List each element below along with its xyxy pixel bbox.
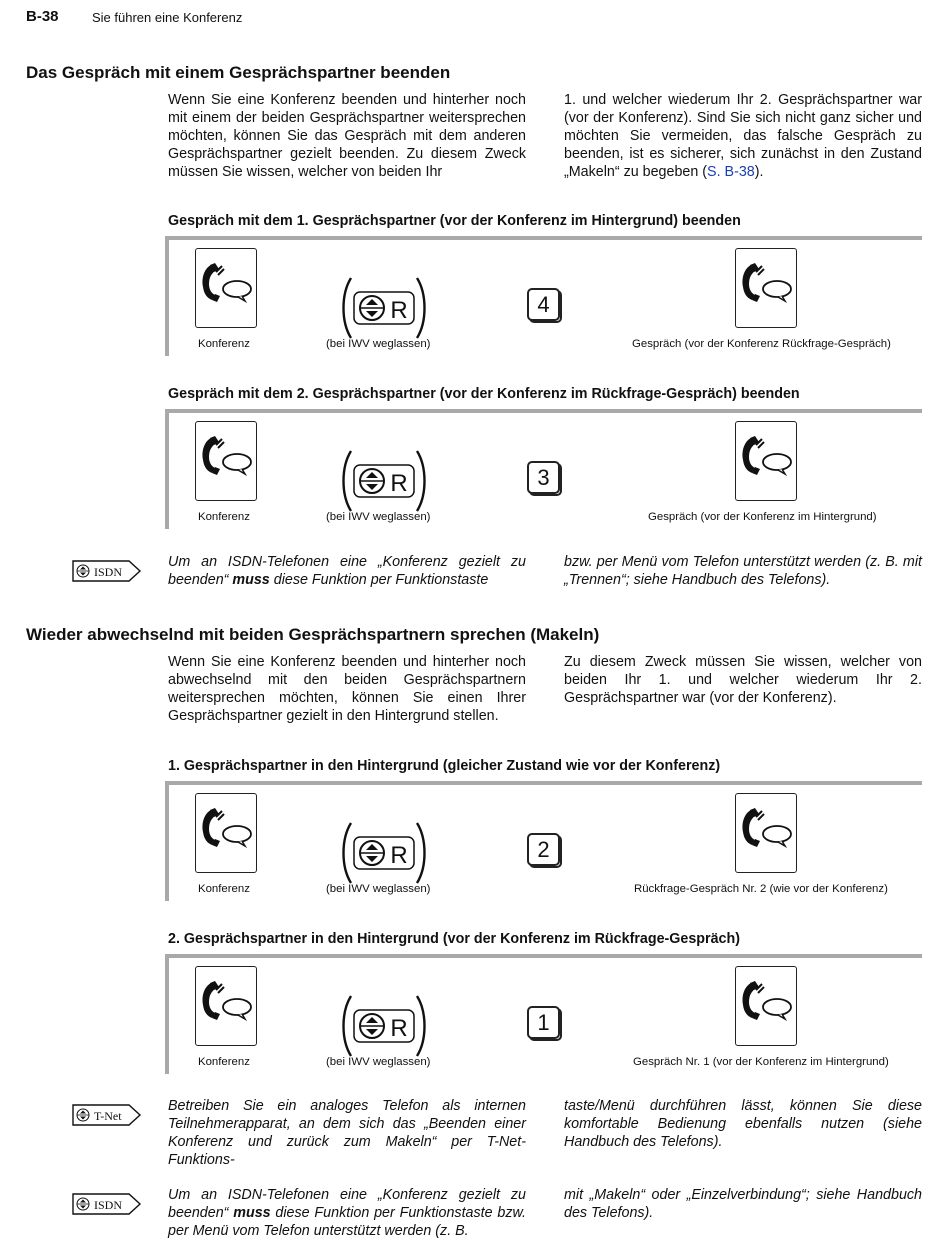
operation-diagram bbox=[165, 954, 922, 1074]
text-fragment: Um an ISDN-Telefonen eine „Konferenz gezielt zu beenden“ bbox=[168, 1187, 526, 1221]
t-net-note-right: taste/Menü durchführen lässt, können Sie diese komfortable Bedienung ebenfalls nutzen (siehe Handbuch des Telefons). bbox=[564, 1098, 922, 1150]
caption-right: Gespräch (vor der Konferenz Rückfrage-Gespräch) bbox=[632, 338, 891, 350]
optional-r-key-icon bbox=[341, 821, 427, 885]
caption-middle: (bei IWV weglassen) bbox=[326, 1056, 431, 1068]
emphasis: muss bbox=[233, 1205, 271, 1221]
caption-left: Konferenz bbox=[198, 338, 250, 350]
text-fragment: Um an ISDN-Telefonen eine „Konferenz gezielt zu beenden“ bbox=[168, 554, 526, 588]
diagram-heading: Gespräch mit dem 1. Gesprächspartner (vor der Konferenz im Hintergrund) beenden bbox=[168, 213, 741, 229]
text-fragment: ). bbox=[754, 164, 764, 180]
caption-left: Konferenz bbox=[198, 883, 250, 895]
phone-speech-icon bbox=[735, 793, 797, 873]
caption-middle: (bei IWV weglassen) bbox=[326, 511, 431, 523]
caption-middle: (bei IWV weglassen) bbox=[326, 883, 431, 895]
isdn-note-left bbox=[168, 1186, 526, 1240]
operation-diagram bbox=[165, 236, 922, 356]
optional-r-key-icon bbox=[341, 449, 427, 513]
section-text-left: Wenn Sie eine Konferenz beenden und hinterher noch abwechselnd mit den beiden Gesprächspartnern weitersprechen möchten, können Sie einen Ihrer Gesprächspartner gezielt in den Hintergrund stellen. bbox=[168, 654, 526, 724]
diagram-heading: 2. Gesprächspartner in den Hintergrund (vor der Konferenz im Rückfrage-Gespräch) bbox=[168, 931, 741, 947]
caption-left: Konferenz bbox=[198, 1056, 250, 1068]
isdn-note-right: bzw. per Menü vom Telefon unterstützt werden (z. B. mit „Trennen“; siehe Handbuch des Telefons). bbox=[564, 554, 922, 588]
digit-key: 4 bbox=[527, 288, 560, 321]
t-net-note-left: Betreiben Sie ein analoges Telefon als internen Teilnehmerapparat, an dem sich das „Beenden einer Konferenz und zurück zum Makeln“ per T-Net-Funktions- bbox=[168, 1098, 526, 1168]
phone-speech-icon bbox=[195, 248, 257, 328]
page-number: B-38 bbox=[26, 8, 59, 25]
phone-speech-icon bbox=[195, 421, 257, 501]
digit-key: 3 bbox=[527, 461, 560, 494]
digit-key: 1 bbox=[527, 1006, 560, 1039]
digit-key: 2 bbox=[527, 833, 560, 866]
t-net-note-icon bbox=[72, 1104, 142, 1126]
caption-left: Konferenz bbox=[198, 511, 250, 523]
phone-speech-icon bbox=[195, 793, 257, 873]
emphasis: muss bbox=[232, 572, 270, 588]
diagram-heading: 1. Gesprächspartner in den Hintergrund (gleicher Zustand wie vor der Konferenz) bbox=[168, 758, 721, 774]
section-text-left: Wenn Sie eine Konferenz beenden und hinterher noch mit einem der beiden Gesprächspartner weitersprechen möchten, können Sie das Gespräch mit dem anderen Gesprächspartner gezielt beenden. Zu diesem Zweck müssen Sie wissen, welcher von beiden Ihr bbox=[168, 92, 526, 180]
caption-right: Gespräch Nr. 1 (vor der Konferenz im Hintergrund) bbox=[633, 1056, 889, 1068]
caption-middle: (bei IWV weglassen) bbox=[326, 338, 431, 350]
isdn-note-icon bbox=[72, 1193, 142, 1215]
phone-speech-icon bbox=[195, 966, 257, 1046]
phone-speech-icon bbox=[735, 248, 797, 328]
note-label: ISDN bbox=[94, 565, 123, 579]
running-title: Sie führen eine Konferenz bbox=[92, 10, 243, 25]
isdn-note-icon bbox=[72, 560, 142, 582]
r-key-label: R bbox=[390, 842, 408, 869]
optional-r-key-icon bbox=[341, 994, 427, 1058]
isdn-note-right: mit „Makeln“ oder „Einzelverbindung“; siehe Handbuch des Telefons). bbox=[564, 1187, 922, 1221]
diagram-heading: Gespräch mit dem 2. Gesprächspartner (vor der Konferenz im Rückfrage-Gespräch) beenden bbox=[168, 386, 800, 402]
section-text-right: Zu diesem Zweck müssen Sie wissen, welcher von beiden Ihr 1. und welcher wiederum Ihr 2. Gesprächspartner war (vor der Konferenz). bbox=[564, 654, 922, 706]
note-label: ISDN bbox=[94, 1198, 123, 1212]
caption-right: Gespräch (vor der Konferenz im Hintergrund) bbox=[648, 511, 877, 523]
optional-r-key-icon bbox=[341, 276, 427, 340]
operation-diagram bbox=[165, 409, 922, 529]
section-title: Das Gespräch mit einem Gesprächspartner beenden bbox=[26, 63, 451, 82]
caption-right: Rückfrage-Gespräch Nr. 2 (wie vor der Konferenz) bbox=[634, 883, 888, 895]
text-fragment: diese Funktion per Funktionstaste bbox=[269, 572, 489, 588]
r-key-label: R bbox=[390, 470, 408, 497]
phone-speech-icon bbox=[735, 966, 797, 1046]
phone-speech-icon bbox=[735, 421, 797, 501]
section-text-right bbox=[564, 91, 922, 181]
note-label: T-Net bbox=[94, 1109, 122, 1123]
section-title: Wieder abwechselnd mit beiden Gesprächspartnern sprechen (Makeln) bbox=[26, 625, 600, 644]
isdn-note-left bbox=[168, 553, 526, 589]
operation-diagram bbox=[165, 781, 922, 901]
r-key-label: R bbox=[390, 1015, 408, 1042]
page-reference-link[interactable]: S. B-38 bbox=[707, 164, 755, 180]
text-fragment: 1. und welcher wiederum Ihr 2. Gesprächspartner war (vor der Konferenz). Sind Sie sich nicht ganz sicher und möchten Sie vermeiden, das falsche Gespräch zu beenden, ist es sicherer, sich zunächst in den Zustand „Makeln“ zu begeben ( bbox=[564, 92, 922, 180]
r-key-label: R bbox=[390, 297, 408, 324]
text-fragment: diese Funktion per Funktionstaste bzw. per Menü vom Telefon unterstützt werden (z. B. bbox=[168, 1205, 526, 1239]
